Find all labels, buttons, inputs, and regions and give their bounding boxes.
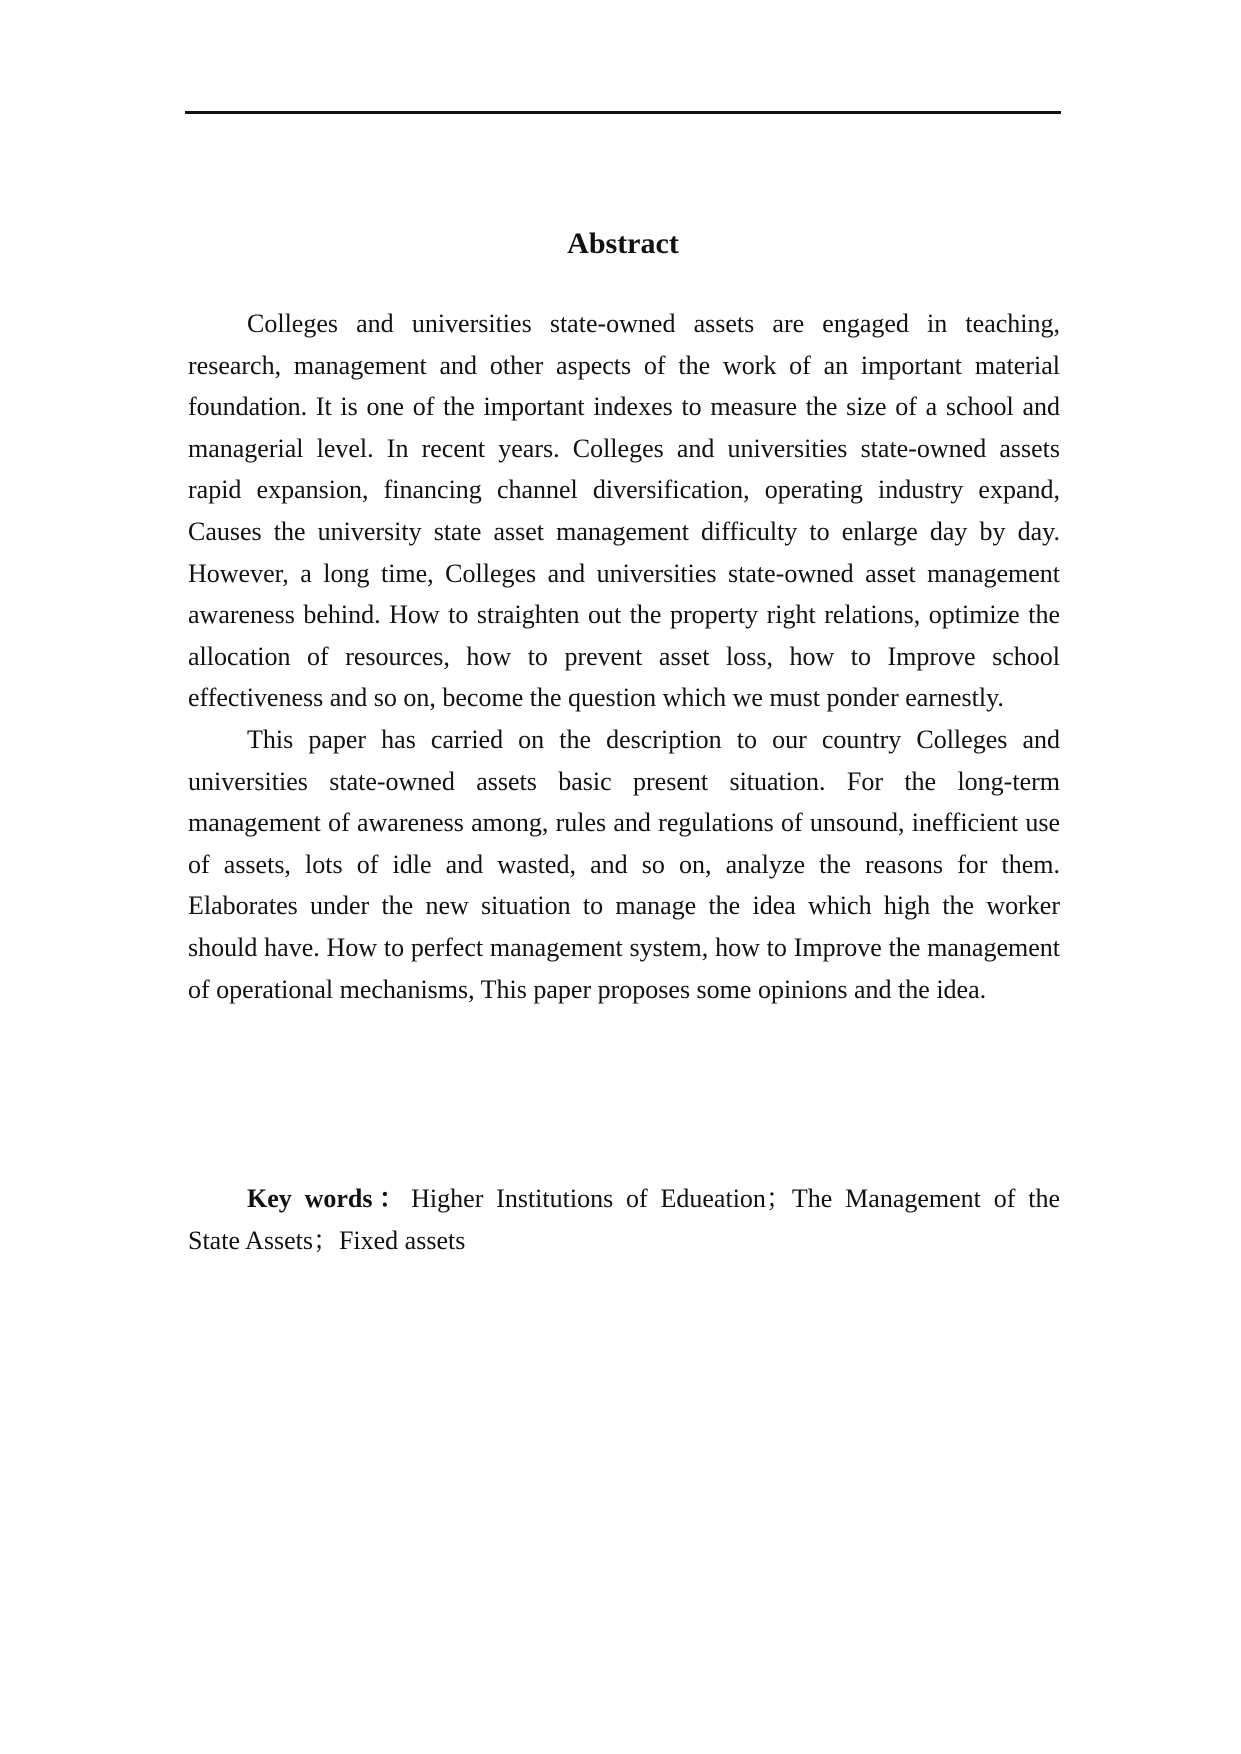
abstract-body (188, 303, 1060, 1010)
keywords-label: Key words： (247, 1184, 412, 1213)
abstract-paragraph-2: This paper has carried on the description to our country Colleges and universities state-owned assets basic present situation. For the long-term management of awareness among, rules and regulations of unsound, inefficient use of assets, lots of idle and wasted, and so on, analyze the reasons for them. Elaborates under the new situation to manage the idea which high the worker should have. How to perfect management system, how to Improve the management of operational mechanisms, This paper proposes some opinions and the idea. (188, 724, 1060, 1004)
abstract-paragraph-1: Colleges and universities state-owned assets are engaged in teaching, research, management and other aspects of the work of an important material foundation. It is one of the important indexes to measure the size of a school and managerial level. In recent years. Colleges and universities state-owned assets rapid expansion, financing channel diversification, operating industry expand, Causes the university state asset management difficulty to enlarge day by day. However, a long time, Colleges and universities state-owned asset management awareness behind. How to straighten out the property right relations, optimize the allocation of resources, how to prevent asset loss, how to Improve school effectiveness and so on, become the question which we must ponder earnestly. (188, 309, 1060, 713)
abstract-title: Abstract (567, 227, 679, 260)
header-rule (185, 111, 1061, 114)
keywords-line (188, 1178, 1060, 1261)
keywords-text: Higher Institutions of Edueation；The Management of the State Assets；Fixed assets (188, 1184, 1060, 1255)
